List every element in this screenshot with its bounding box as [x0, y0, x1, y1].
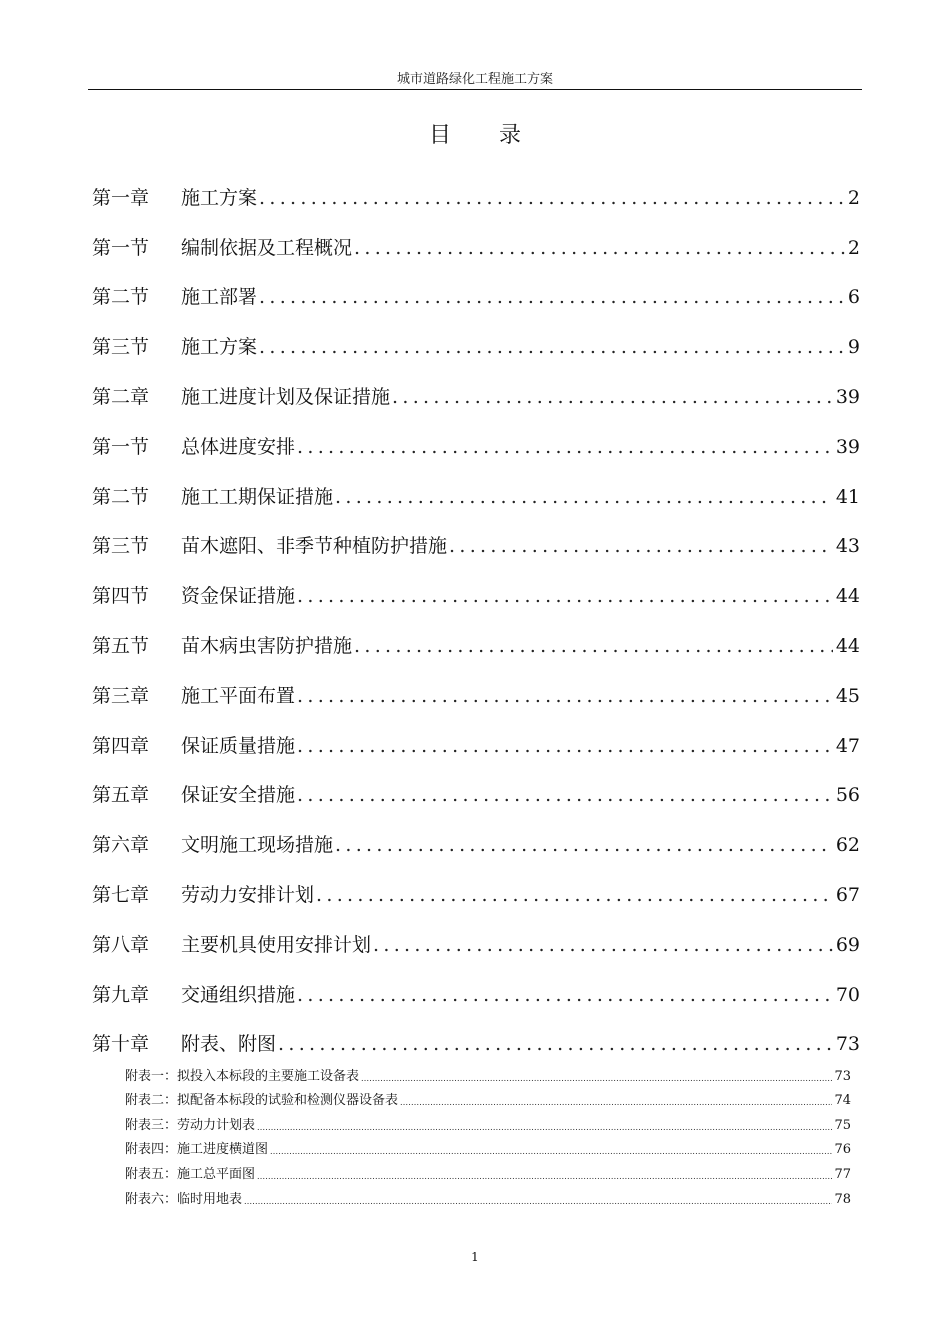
toc-entry[interactable]: [92, 614, 860, 664]
appendix-page: 75: [834, 1117, 851, 1133]
dot-leader: [352, 230, 845, 266]
toc-entry-number: 第一节: [92, 435, 150, 458]
toc-entry-title: 施工方案: [181, 336, 258, 359]
toc-entry-title: 保证安全措施: [181, 784, 296, 807]
toc-entry-number: 第十章: [92, 1033, 150, 1056]
toc-entry-number: 第一章: [92, 186, 150, 209]
toc-entry-page: 9: [847, 336, 860, 359]
toc-entry-number: 第三节: [92, 535, 150, 558]
toc-entry[interactable]: [92, 415, 860, 465]
dot-leader: [352, 628, 833, 664]
toc-entry-title: 苗木病虫害防护措施: [181, 634, 353, 657]
appendix-title: 附表三：劳动力计划表: [125, 1117, 256, 1133]
toc-entry[interactable]: [92, 813, 860, 863]
dot-leader: [333, 479, 833, 515]
toc-entry-number: 第三节: [92, 336, 150, 359]
appendix-title: 附表二：拟配备本标段的试验和检测仪器设备表: [125, 1093, 399, 1109]
page-number: 1: [471, 1250, 479, 1264]
toc-entry[interactable]: [92, 515, 860, 565]
dot-leader: [268, 1143, 832, 1160]
toc-entry-number: 第七章: [92, 883, 150, 906]
dot-leader: [295, 728, 833, 764]
dot-leader: [398, 1094, 832, 1111]
toc-entry-title: 交通组织措施: [181, 983, 296, 1006]
dot-leader: [295, 429, 833, 465]
toc-entry[interactable]: [92, 365, 860, 415]
appendix-entry[interactable]: [125, 1087, 851, 1112]
appendix-page: 74: [834, 1093, 851, 1109]
toc-entry-number: 第二节: [92, 286, 150, 309]
toc-entry-number: 第二章: [92, 385, 150, 408]
toc-entry[interactable]: [92, 1013, 860, 1063]
appendix-title: 附表一：拟投入本标段的主要施工设备表: [125, 1068, 360, 1084]
dot-leader: [390, 379, 833, 415]
toc-entry[interactable]: [92, 166, 860, 216]
appendix-page: 78: [834, 1191, 851, 1207]
appendix-entry[interactable]: [125, 1160, 851, 1185]
toc-entry-title: 资金保证措施: [181, 585, 296, 608]
toc-entry-page: 70: [835, 983, 860, 1006]
toc-entry-title: 主要机具使用安排计划: [181, 933, 372, 956]
dot-leader: [295, 777, 833, 813]
toc-entry[interactable]: [92, 315, 860, 365]
appendix-entry[interactable]: [125, 1062, 851, 1087]
toc-entry-title: 编制依据及工程概况: [181, 236, 353, 259]
toc-entry-number: 第一节: [92, 236, 150, 259]
dot-leader: [255, 1119, 832, 1136]
appendix-page: 73: [834, 1068, 851, 1084]
toc-entry-page: 69: [835, 933, 860, 956]
toc-entry-page: 62: [835, 834, 860, 857]
toc-entry-number: 第八章: [92, 933, 150, 956]
toc-entry-page: 6: [847, 286, 860, 309]
toc-entry[interactable]: [92, 564, 860, 614]
dot-leader: [295, 977, 833, 1013]
toc-entry-title: 施工平面布置: [181, 684, 296, 707]
toc-entry-page: 47: [835, 734, 860, 757]
toc-entry-page: 45: [835, 684, 860, 707]
dot-leader: [447, 528, 833, 564]
toc-entry[interactable]: [92, 863, 860, 913]
dot-leader: [276, 1026, 833, 1062]
toc-entry-title: 施工方案: [181, 186, 258, 209]
header-divider: [88, 89, 862, 90]
toc-entry-number: 第四章: [92, 734, 150, 757]
appendix-entry[interactable]: [125, 1136, 851, 1161]
dot-leader: [257, 329, 845, 365]
toc-entry-page: 39: [835, 435, 860, 458]
toc-entry-title: 文明施工现场措施: [181, 834, 334, 857]
toc-entry-number: 第二节: [92, 485, 150, 508]
appendix-title: 附表四：施工进度横道图: [125, 1142, 269, 1158]
appendix-list: [125, 1062, 851, 1210]
dot-leader: [295, 578, 833, 614]
toc-entry[interactable]: [92, 714, 860, 764]
toc-title: 目录: [428, 123, 569, 148]
table-of-contents: [92, 166, 860, 1062]
toc-entry[interactable]: [92, 465, 860, 515]
dot-leader: [242, 1193, 832, 1210]
appendix-page: 76: [834, 1142, 851, 1158]
dot-leader: [314, 877, 833, 913]
toc-entry-title: 苗木遮阳、非季节种植防护措施: [181, 535, 448, 558]
toc-entry-title: 施工工期保证措施: [181, 485, 334, 508]
toc-entry-page: 41: [835, 485, 860, 508]
toc-entry-number: 第四节: [92, 585, 150, 608]
dot-leader: [257, 180, 845, 216]
toc-entry-page: 73: [835, 1033, 860, 1056]
toc-entry-number: 第五章: [92, 784, 150, 807]
toc-entry-page: 44: [835, 585, 860, 608]
toc-entry-number: 第五节: [92, 634, 150, 657]
toc-entry-title: 总体进度安排: [181, 435, 296, 458]
toc-entry-page: 2: [847, 236, 860, 259]
toc-entry[interactable]: [92, 664, 860, 714]
toc-entry[interactable]: [92, 963, 860, 1013]
dot-leader: [371, 927, 833, 963]
toc-entry-title: 施工部署: [181, 286, 258, 309]
toc-entry-page: 67: [835, 883, 860, 906]
toc-entry-page: 44: [835, 634, 860, 657]
appendix-title: 附表五：施工总平面图: [125, 1166, 256, 1182]
dot-leader: [359, 1070, 832, 1087]
toc-entry[interactable]: [92, 266, 860, 316]
toc-entry[interactable]: [92, 216, 860, 266]
toc-entry-page: 56: [835, 784, 860, 807]
dot-leader: [257, 279, 845, 315]
running-header: 城市道路绿化工程施工方案: [396, 72, 553, 87]
appendix-title: 附表六：临时用地表: [125, 1191, 243, 1207]
appendix-entry[interactable]: [125, 1111, 851, 1136]
toc-entry-title: 保证质量措施: [181, 734, 296, 757]
toc-entry-page: 39: [835, 385, 860, 408]
dot-leader: [295, 678, 833, 714]
toc-entry-title: 劳动力安排计划: [181, 883, 315, 906]
toc-entry-number: 第三章: [92, 684, 150, 707]
toc-entry-page: 43: [835, 535, 860, 558]
appendix-page: 77: [834, 1166, 851, 1182]
appendix-entry[interactable]: [125, 1185, 851, 1210]
toc-entry-title: 附表、附图: [181, 1033, 277, 1056]
toc-entry-title: 施工进度计划及保证措施: [181, 385, 391, 408]
toc-entry-page: 2: [847, 186, 860, 209]
toc-entry[interactable]: [92, 764, 860, 814]
toc-entry-number: 第六章: [92, 834, 150, 857]
dot-leader: [255, 1168, 832, 1185]
dot-leader: [333, 827, 833, 863]
toc-entry[interactable]: [92, 913, 860, 963]
toc-entry-number: 第九章: [92, 983, 150, 1006]
